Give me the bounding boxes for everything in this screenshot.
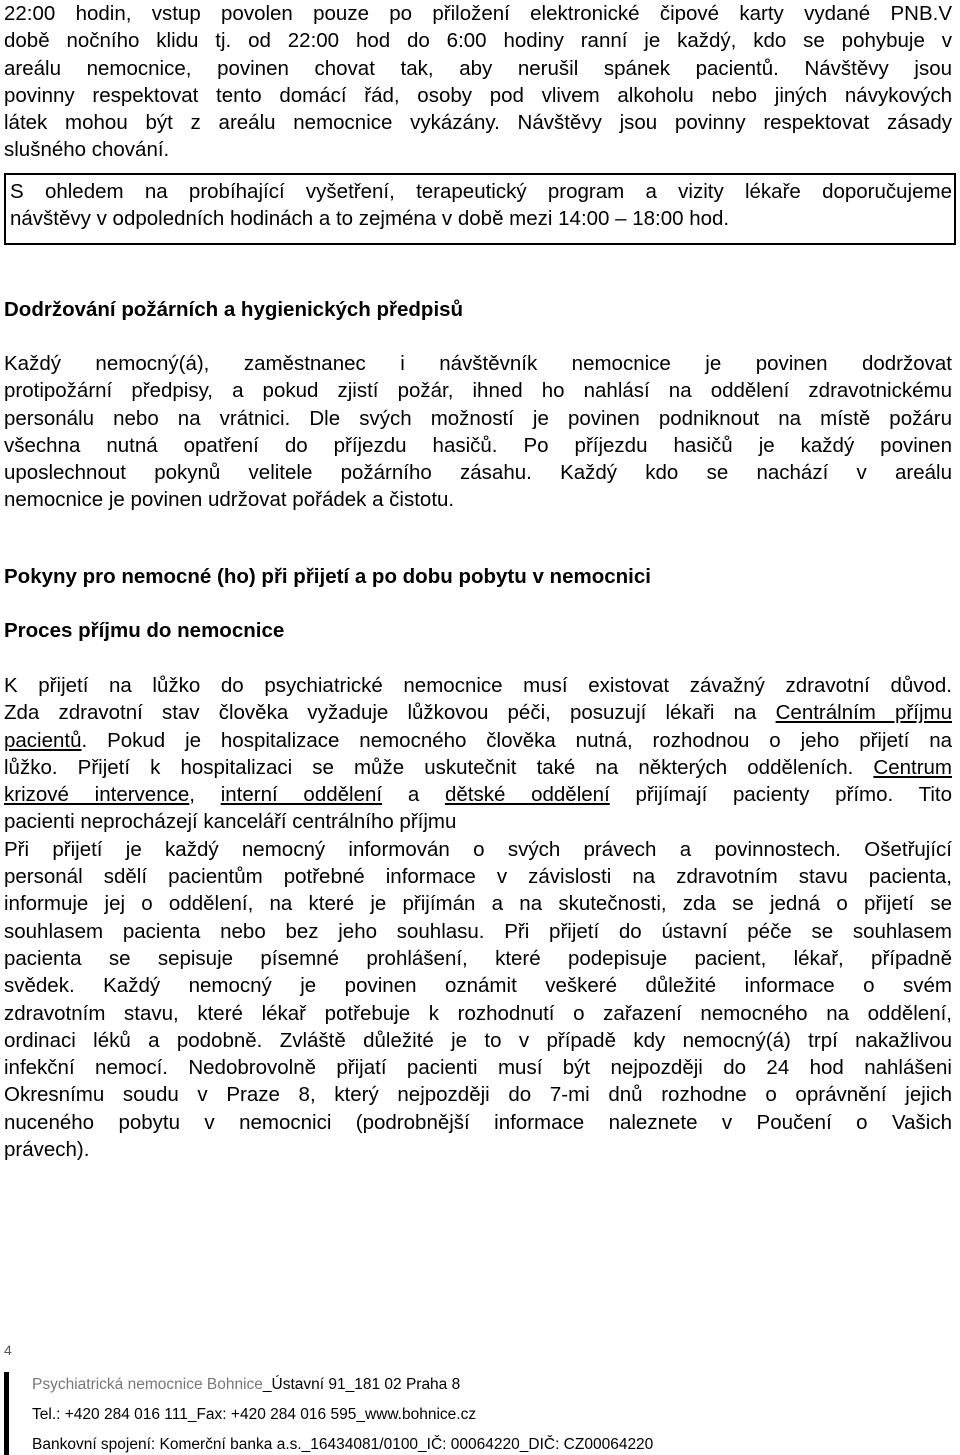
admission-line: ordinaci léků a podobně. Zvláště důležité je to v případě kdy nemocný(á) trpí nakažlivou bbox=[4, 1028, 952, 1052]
admission-line: informuje jej o oddělení, na které je přijímán a na skutečnosti, zda se jedná o přijetí se bbox=[4, 892, 952, 916]
admission-line: personál sdělí pacientům potřebné informace v závislosti na zdravotním stavu pacienta, bbox=[4, 865, 952, 889]
admission-text: přijímají pacienty přímo. Tito bbox=[609, 783, 952, 807]
fire-hygiene-line: personálu nebo na vrátnici. Dle svých možností je povinen podniknout na místě požáru bbox=[4, 406, 952, 430]
admission-line: pacienta se sepisuje písemné prohlášení, které podepisuje pacient, lékař, případně bbox=[4, 946, 952, 970]
footer-divider-bar bbox=[4, 1372, 9, 1455]
admission-line: infekční nemocí. Nedobrovolně přijatí pacienti musí být nejpozději do 24 hod nahlášeni bbox=[4, 1056, 952, 1080]
crisis-intervention-link-cont[interactable]: krizové intervence bbox=[4, 783, 190, 807]
admission-line: pacienti neprocházejí kanceláří centrálního příjmu bbox=[4, 810, 457, 834]
admission-line: Při přijetí je každý nemocný informován o svých právech a povinnostech. Ošetřující bbox=[4, 837, 952, 861]
fire-hygiene-line: protipožární předpisy, a pokud zjistí požár, ihned ho nahlásí na oddělení zdravotnickému bbox=[4, 379, 952, 403]
internal-department-link[interactable]: interní oddělení bbox=[220, 783, 383, 807]
admission-line: nuceného pobytu v nemocnici (podrobnější informace naleznete v Poučení o Vašich bbox=[4, 1110, 952, 1134]
central-admission-link-cont[interactable]: pacientů bbox=[4, 728, 82, 752]
footer-address: _Ústavní 91_181 02 Praha 8 bbox=[262, 1376, 461, 1393]
admission-line bbox=[4, 727, 952, 754]
visiting-rules-line: povinny respektovat tento domácí řád, osoby pod vlivem alkoholu nebo jiných návykových bbox=[4, 83, 952, 107]
footer-org-name: Psychiatrická nemocnice Bohnice bbox=[32, 1376, 263, 1393]
visiting-rules-line: době nočního klidu tj. od 22:00 hod do 6:00 hodiny ranní je každý, kdo se pohybuje v bbox=[4, 29, 952, 53]
admission-line: K přijetí na lůžko do psychiatrické nemocnice musí existovat závažný zdravotní důvod. bbox=[4, 674, 952, 697]
visiting-hours-line: S ohledem na probíhající vyšetření, terapeutický program a vizity lékaře doporučujeme bbox=[10, 180, 952, 203]
footer-bank-info: Bankovní spojení: Komerční banka a.s._16434081/0100_IČ: 00064220_DIČ: CZ00064220 bbox=[32, 1436, 654, 1453]
visiting-hours-notice-text bbox=[6, 175, 952, 233]
admission-text: , bbox=[189, 783, 221, 807]
admission-line: právech). bbox=[4, 1138, 90, 1162]
admission-line bbox=[4, 754, 952, 781]
patient-instructions-heading: Pokyny pro nemocné (ho) při přijetí a po dobu pobytu v nemocnici bbox=[4, 565, 651, 588]
admission-line: souhlasem pacienta nebo bez jeho souhlasu. Při přijetí do ústavní péče se souhlasem bbox=[4, 919, 952, 943]
visiting-rules-paragraph bbox=[4, 0, 952, 164]
admission-process-heading: Proces příjmu do nemocnice bbox=[4, 619, 285, 642]
visiting-rules-line: slušného chování. bbox=[4, 138, 170, 162]
footer-org-line bbox=[32, 1376, 460, 1394]
visiting-hours-line: návštěvy v odpoledních hodinách a to zejména v době mezi 14:00 – 18:00 hod. bbox=[10, 207, 730, 231]
childrens-department-link[interactable]: dětské oddělení bbox=[444, 783, 610, 807]
fire-hygiene-paragraph bbox=[4, 350, 952, 514]
fire-hygiene-line: všechna nutná opatření do příjezdu hasičů. Po příjezdu hasičů je každý povinen bbox=[4, 433, 952, 457]
footer-contact: Tel.: +420 284 016 111_Fax: +420 284 016 595_www.bohnice.cz bbox=[32, 1406, 477, 1423]
central-admission-link[interactable]: Centrálním příjmu bbox=[775, 701, 952, 725]
admission-line bbox=[4, 699, 952, 726]
admission-text: a bbox=[382, 783, 445, 807]
visiting-rules-line: areálu nemocnice, povinen chovat tak, aby nerušil spánek pacientů. Návštěvy jsou bbox=[4, 56, 952, 80]
admission-line bbox=[4, 781, 952, 808]
admission-line: svědek. Každý nemocný je povinen oznámit veškeré důležité informace o svém bbox=[4, 974, 952, 998]
admission-text: Zda zdravotní stav člověka vyžaduje lůžkovou péči, posuzují lékaři na bbox=[4, 701, 776, 725]
visiting-rules-line: látek mohou být z areálu nemocnice vykázány. Návštěvy jsou povinny respektovat zásady bbox=[4, 111, 952, 135]
admission-line: zdravotním stavu, které lékař potřebuje k rozhodnutí o zařazení nemocného na oddělení, bbox=[4, 1001, 952, 1025]
admission-paragraph bbox=[4, 672, 952, 1163]
crisis-intervention-link[interactable]: Centrum bbox=[873, 755, 952, 779]
visiting-rules-line: 22:00 hodin, vstup povolen pouze po přiložení elektronické čipové karty vydané PNB.V bbox=[4, 2, 952, 25]
fire-hygiene-line: uposlechnout pokynů velitele požárního zásahu. Každý kdo se nachází v areálu bbox=[4, 461, 952, 485]
fire-hygiene-line: Každý nemocný(á), zaměstnanec i návštěvník nemocnice je povinen dodržovat bbox=[4, 352, 952, 375]
admission-rest bbox=[4, 836, 952, 1164]
admission-text: lůžko. Přijetí k hospitalizaci se může uskutečnit také na některých odděleních. bbox=[4, 755, 874, 779]
admission-text: . Pokud je hospitalizace nemocného člověka nutná, rozhodnou o jeho přijetí na bbox=[81, 728, 952, 752]
fire-hygiene-line: nemocnice je povinen udržovat pořádek a čistotu. bbox=[4, 488, 455, 512]
page-number: 4 bbox=[4, 1342, 12, 1358]
admission-line: Okresnímu soudu v Praze 8, který nejpozději do 7-mi dnů rozhodne o oprávnění jejich bbox=[4, 1083, 952, 1107]
fire-hygiene-heading: Dodržování požárních a hygienických předpisů bbox=[4, 298, 464, 321]
visiting-hours-notice-box bbox=[4, 173, 956, 245]
